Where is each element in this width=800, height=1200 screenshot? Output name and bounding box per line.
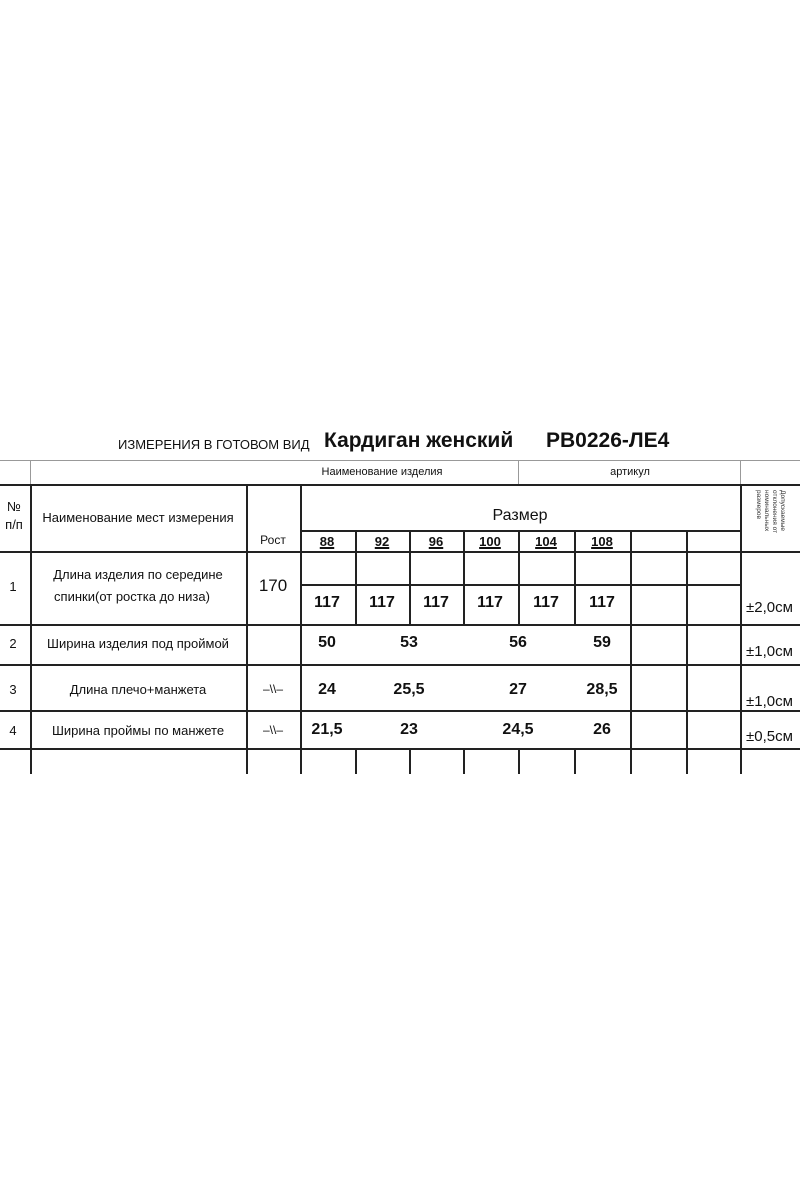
row-1-no: 1	[9, 579, 17, 594]
row-3-value-2: 25,5	[393, 681, 425, 698]
header-height: Рост	[260, 533, 286, 547]
row-2-value-3: 56	[509, 634, 527, 651]
size-96: 96	[428, 534, 444, 549]
product-name-caption: Наименование изделия	[321, 466, 443, 478]
row-3-value-4: 28,5	[586, 681, 618, 698]
row-2-value-2: 53	[400, 634, 418, 651]
article-caption: артикул	[610, 466, 650, 478]
row-3-no: 3	[9, 682, 17, 697]
size-104: 104	[535, 534, 557, 549]
size-108: 108	[591, 534, 613, 549]
row-3-height: –\\–	[262, 682, 284, 696]
row-4-height: –\\–	[262, 723, 284, 737]
row-1-value-100: 117	[477, 594, 503, 611]
header-measure-name: Наименование мест измерения	[42, 510, 234, 525]
row-1-name-2: спинки(от ростка до низа)	[54, 589, 210, 604]
header-no: №	[7, 499, 21, 514]
product-title: Кардиган женский	[324, 429, 514, 452]
row-3-tolerance: ±1,0см	[746, 693, 793, 710]
measure-label: ИЗМЕРЕНИЯ В ГОТОВОМ ВИД	[118, 437, 310, 452]
row-2-no: 2	[9, 636, 17, 651]
row-2-value-4: 59	[593, 634, 611, 651]
size-92: 92	[374, 534, 390, 549]
row-2-name: Ширина изделия под проймой	[47, 636, 229, 651]
row-2-tolerance: ±1,0см	[746, 643, 793, 660]
header-no-sub: п/п	[5, 517, 23, 532]
row-2-value-1: 50	[318, 634, 336, 651]
row-3-value-1: 24	[318, 681, 336, 698]
row-1-value-96: 117	[423, 594, 449, 611]
row-1-name: Длина изделия по середине	[53, 567, 223, 582]
row-1-value-104: 117	[533, 594, 559, 611]
size-100: 100	[479, 534, 501, 549]
row-3-value-3: 27	[509, 681, 527, 698]
row-1-value-88: 117	[314, 594, 340, 611]
row-1-tolerance: ±2,0см	[746, 599, 793, 616]
size-88: 88	[319, 534, 335, 549]
row-4-value-1: 21,5	[311, 721, 343, 738]
row-4-value-4: 26	[593, 721, 611, 738]
row-4-tolerance: ±0,5см	[746, 728, 793, 745]
row-1-height: 170	[258, 576, 288, 595]
row-4-value-2: 23	[400, 721, 418, 738]
row-1-value-108: 117	[589, 594, 615, 611]
row-3-name: Длина плечо+манжета	[69, 682, 207, 697]
header-tolerance: Допускаемые отклонения от номинальных размеров	[754, 490, 786, 534]
header-size: Размер	[492, 507, 548, 524]
article-number: РВ0226-ЛЕ4	[546, 429, 670, 452]
row-4-value-3: 24,5	[502, 721, 534, 738]
row-1-value-92: 117	[369, 594, 395, 611]
row-4-no: 4	[9, 723, 17, 738]
row-4-name: Ширина проймы по манжете	[51, 723, 225, 738]
